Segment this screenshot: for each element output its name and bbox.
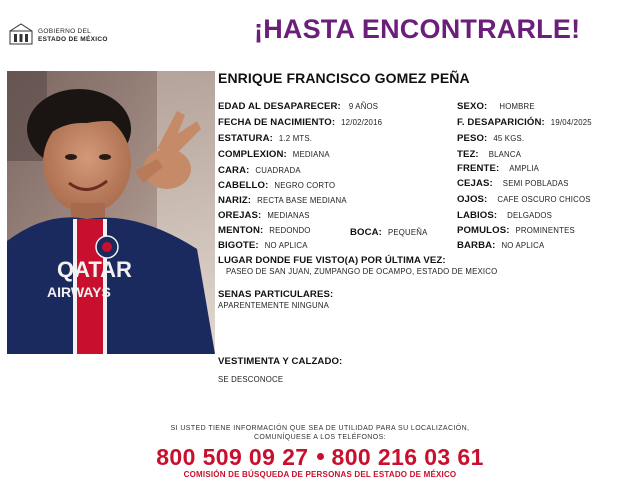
field-value: REDONDO [269,226,311,235]
field-label: FECHA DE NACIMIENTO: [218,117,336,128]
field-boca [350,222,427,240]
field-label: BIGOTE: [218,240,259,251]
field-label: EDAD AL DESAPARECER: [218,101,341,112]
field-label: CABELLO: [218,180,269,191]
government-logo [8,22,128,48]
field-label: OREJAS: [218,210,262,221]
field-value: CUADRADA [255,166,301,175]
field-label: F. DESAPARICIÓN: [457,117,545,128]
phone-numbers [0,444,640,471]
field-label: LABIOS: [457,210,498,221]
field-value: BLANCA [488,150,522,159]
gov-line-1: GOBIERNO DEL [38,28,92,35]
field-barba [457,235,544,253]
field-value: 12/02/2016 [341,118,383,127]
field-value: DELGADOS [507,211,553,220]
field-value: RECTA BASE MEDIANA [257,196,347,205]
separator-dot-icon [317,453,324,460]
field-value: NEGRO CORTO [274,181,336,190]
field-value: 9 AÑOS [348,102,379,111]
field-label: POMULOS: [457,225,510,236]
field-label: CARA: [218,165,250,176]
senas-label: SENAS PARTICULARES: [218,289,334,300]
field-bigote [218,235,308,253]
headline: ¡HASTA ENCONTRARLE! [254,14,581,44]
field-value: 45 KGS. [493,134,525,143]
field-value: MEDIANAS [267,211,310,220]
lugar-label: LUGAR DONDE FUE VISTO(A) POR ÚLTIMA VEZ: [218,255,446,266]
vestimenta-label: VESTIMENTA Y CALZADO: [218,356,343,367]
field-label: SEXO: [457,101,488,112]
info-line-2: COMUNÍQUESE A LOS TELÉFONOS: [253,434,387,441]
field-label: CEJAS: [457,178,493,189]
field-label: BARBA: [457,240,496,251]
senas-value: APARENTEMENTE NINGUNA [218,301,330,310]
field-value: NO APLICA [501,241,545,250]
field-value: PROMINENTES [515,226,575,235]
state-seal-icon [8,22,34,46]
gov-line-2: ESTADO DE MÉXICO [38,36,108,43]
person-name: ENRIQUE FRANCISCO GOMEZ PEÑA [218,70,470,86]
field-label: COMPLEXION: [218,149,287,160]
field-value: NO APLICA [264,241,308,250]
field-value: HOMBRE [499,102,535,111]
field-value: 1.2 MTS. [278,134,313,143]
field-value: SEMI POBLADAS [502,179,569,188]
field-label: NARIZ: [218,195,252,206]
field-label: FRENTE: [457,163,500,174]
field-label: BOCA: [350,227,382,238]
field-value: MEDIANA [292,150,330,159]
field-value: CAFE OSCURO CHICOS [497,195,591,204]
jersey-sponsor-line1: QATAR [57,257,132,282]
jersey-sponsor-line2: AIRWAYS [47,284,111,300]
phone-number-2: 800 216 03 61 [331,444,484,470]
missing-person-photo [7,71,215,354]
field-label: ESTATURA: [218,133,273,144]
vestimenta-value: SE DESCONOCE [218,375,284,384]
field-label: OJOS: [457,194,488,205]
field-value: AMPLIA [509,164,540,173]
lugar-value: PASEO DE SAN JUAN, ZUMPANGO DE OCAMPO, ESTADO DE MEXICO [226,267,498,276]
field-label: PESO: [457,133,488,144]
phone-number-1: 800 509 09 27 [156,444,309,470]
info-line-1: SI USTED TIENE INFORMACIÓN QUE SEA DE UTILIDAD PARA SU LOCALIZACIÓN, [170,425,470,432]
field-label: MENTON: [218,225,264,236]
field-label: TEZ: [457,149,479,160]
commission-name: COMISIÓN DE BÚSQUEDA DE PERSONAS DEL ESTADO DE MÉXICO [183,470,457,479]
field-value: PEQUEÑA [387,228,428,237]
field-value: 19/04/2025 [550,118,592,127]
